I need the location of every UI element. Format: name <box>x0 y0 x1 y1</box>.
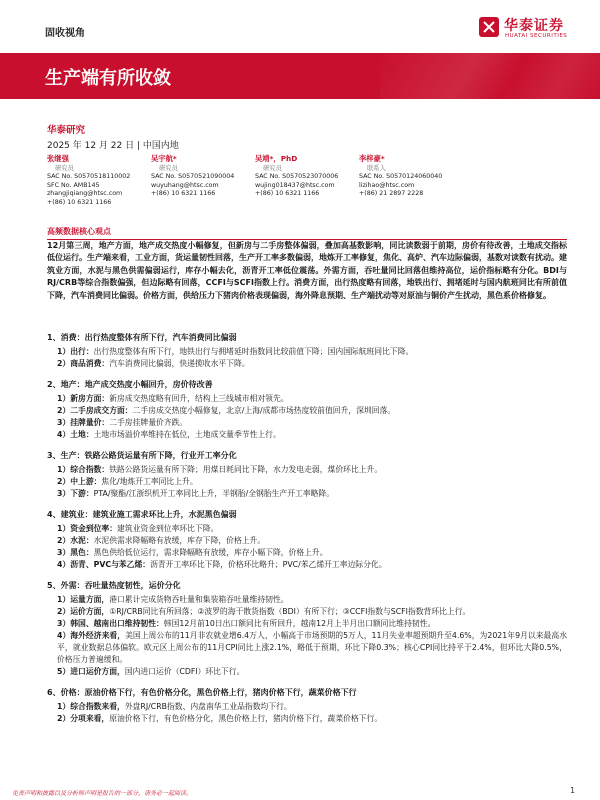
item-text: 焦化/地炼开工率同比上升。 <box>101 477 198 486</box>
list-item <box>47 429 567 441</box>
author-detail: SAC No. S0570518110002 <box>47 173 131 181</box>
item-text: ①RJ/CRB同比有所回落；②波罗的海干散货指数（BDI）有所下行；③CCFI指数与SCFI指数背环比上行。 <box>109 607 471 616</box>
author-detail: SFC No. AMB145 <box>47 181 100 189</box>
author-list <box>47 155 567 235</box>
author-card <box>255 155 338 199</box>
huatai-logo-icon <box>478 16 500 38</box>
item-label: 2）商品消费： <box>57 359 110 368</box>
item-label: 3）挂牌量价： <box>57 418 110 427</box>
item-text: 沥青开工率环比下降，价格环比略升；PVC/苯乙烯开工率边际分化。 <box>150 560 387 569</box>
list-item <box>47 476 567 488</box>
dateline-separator: | <box>137 141 143 151</box>
list-item <box>47 666 567 678</box>
report-body <box>47 332 567 734</box>
list-item <box>47 523 567 535</box>
list-item <box>47 464 567 476</box>
author-email[interactable]: wujing018437@htsc.com <box>255 181 335 189</box>
author-name: 吴靖*，PhD <box>255 154 298 163</box>
report-section <box>47 379 567 441</box>
author-detail: SAC No. S0570124060040 <box>359 173 443 181</box>
item-text: 国内进口运价（CDFI）环比下行。 <box>124 667 245 676</box>
author-card <box>359 155 442 199</box>
item-text: 土地市场溢价率维持在低位，土地成交量季节性上行。 <box>93 430 281 439</box>
report-dateline <box>47 138 179 151</box>
item-label: 1）资金到位率： <box>57 524 118 533</box>
item-label: 2）分项来看， <box>57 714 110 723</box>
author-phone: +(86) 21 2897 2228 <box>359 190 424 198</box>
logo-subtitle: HUATAI SECURITIES <box>505 33 568 39</box>
author-email[interactable]: zhangjiqiang@htsc.com <box>47 190 123 198</box>
list-item <box>47 701 567 713</box>
author-email[interactable]: lizihao@htsc.com <box>359 181 415 189</box>
item-label: 2）运价方面， <box>57 607 110 616</box>
author-role: 研究员 <box>159 164 178 172</box>
item-label: 2）水泥： <box>57 536 94 545</box>
author-role: 研究员 <box>55 164 74 172</box>
author-card <box>47 155 130 208</box>
item-label: 1）新房方面： <box>57 394 110 403</box>
author-name: 张继强 <box>47 154 69 163</box>
report-section <box>47 509 567 571</box>
list-item <box>47 346 567 358</box>
research-org: 华泰研究 <box>47 125 86 136</box>
item-text: 汽车消费同比偏弱，快递揽收水平下降。 <box>109 359 250 368</box>
list-item <box>47 488 567 500</box>
item-label: 3）黑色： <box>57 548 94 557</box>
item-text: 建筑业资金到位率环比下降。 <box>117 524 219 533</box>
author-detail: SAC No. S0570521090004 <box>151 173 235 181</box>
item-label: 3）下游： <box>57 489 94 498</box>
section-title: 3、生产：铁路公路货运量有所下降，行业开工率分化 <box>47 451 237 460</box>
disclaimer-note: 免责声明和披露以及分析师声明是报告的一部分，请务必一起阅读。 <box>12 790 193 797</box>
core-view-heading: 高频数据核心观点 <box>47 226 567 240</box>
item-text: 出行热度整体有所下行，地铁出行与拥堵延时指数同比较前值下降；国内国际航班同比下降。 <box>93 347 414 356</box>
author-detail: SAC No. S0570523070006 <box>255 173 339 181</box>
author-name: 李梓豪* <box>359 154 385 163</box>
author-phone: +(86) 10 6321 1166 <box>151 190 216 198</box>
item-text: 水泥供需求降幅略有放缓，库存下降，价格上升。 <box>93 536 266 545</box>
item-label: 4）沥青、PVC与苯乙烯： <box>57 560 151 569</box>
list-item <box>47 559 567 571</box>
author-role: 研究员 <box>263 164 282 172</box>
item-text: 外盘RJ/CRB指数、内盘南华工业品指数均下行。 <box>124 702 292 711</box>
report-category-label: 固收视角 <box>45 28 85 39</box>
item-text: 铁路公路货运量有所下降；用煤日耗同比下降，水力发电走弱，煤价环比上升。 <box>109 465 383 474</box>
item-text: 二手房挂牌量价齐跌。 <box>109 418 188 427</box>
author-email[interactable]: wuyuhang@htsc.com <box>151 181 219 189</box>
report-date: 2025 年 12 月 22 日 <box>47 141 135 151</box>
item-text: PTA/聚酯/江浙织机开工率同比上升，半钢胎/全钢胎生产开工率略降。 <box>93 489 335 498</box>
list-item <box>47 618 567 630</box>
report-section <box>47 332 567 370</box>
section-title: 5、外需：吞吐量热度韧性，运价分化 <box>47 581 181 590</box>
list-item <box>47 358 567 370</box>
item-label: 1）出行： <box>57 347 94 356</box>
report-section <box>47 687 567 725</box>
item-label: 1）运量方面， <box>57 595 110 604</box>
author-phone: +(86) 10 6321 1166 <box>255 190 320 198</box>
author-name: 吴宇航* <box>151 154 177 163</box>
logo-name: 华泰证券 <box>504 18 564 34</box>
item-label: 4）土地： <box>57 430 94 439</box>
section-title: 4、建筑业：建筑业施工需求环比上升，水泥黑色偏弱 <box>47 510 237 519</box>
page-number: 1 <box>570 786 576 795</box>
list-item <box>47 405 567 417</box>
list-item <box>47 417 567 429</box>
item-label: 2）中上游： <box>57 477 102 486</box>
section-title: 6、价格：原油价格下行，有色价格分化，黑色价格上行，猪肉价格下行，蔬菜价格下行 <box>47 688 357 697</box>
author-phone: +(86) 10 6321 1166 <box>47 198 112 206</box>
item-label: 1）综合指数： <box>57 465 110 474</box>
item-text: 二手房成交热度小幅修复，北京/上海/成都市场热度较前值回升，深圳回落。 <box>132 406 396 415</box>
item-label: 2）二手房成交方面： <box>57 406 133 415</box>
item-label: 4）海外经济来看， <box>57 631 126 640</box>
author-role: 联系人 <box>367 164 386 172</box>
list-item <box>47 594 567 606</box>
item-text: 韩国12月前10日出口额同比有所回升，越南12月上半月出口额同比维持韧性。 <box>163 619 436 628</box>
list-item <box>47 713 567 725</box>
page-title: 生产端有所收敛 <box>45 68 171 89</box>
item-text: 美国上周公布的11月非农就业增6.4万人，小幅高于市场预期的5万人，11月失业率超预期升至4.6%，为2021年9月以来最高水平，就业数据总体偏软。欧元区上周公布的11月CPI同比上涨2.1%，略低于预期，环比下降0.3%；核心CPI同比持平于2.4%，但环比大降0.5%，价格压力普遍缓和。 <box>57 631 567 664</box>
item-text: 原油价格下行，有色价格分化，黑色价格上行，猪肉价格下行，蔬菜价格下行。 <box>109 714 383 723</box>
report-region: 中国内地 <box>142 141 179 151</box>
author-card <box>151 155 234 199</box>
item-text: 港口累计完成货物吞吐量和集装箱吞吐量维持韧性。 <box>109 595 289 604</box>
title-banner <box>0 53 600 99</box>
item-text: 黑色供给低位运行，需求降幅略有放缓，库存小幅下降，价格上升。 <box>93 548 328 557</box>
report-section <box>47 450 567 500</box>
section-title: 1、消费：出行热度整体有所下行，汽车消费同比偏弱 <box>47 333 237 342</box>
core-view-text: 12月第三周，地产方面，地产成交热度小幅修复，但新房与二手房整体偏弱，叠加高基数影响，同比读数弱于前期，房价有待改善，土地成交指标低位运行。生产端来看，工业方面，货运量韧性回落，生产开工率多数偏弱，地炼开工率修复，焦化、高炉、汽车边际偏弱，基数对读数有扰动。建筑业方面，水泥与黑色供需偏弱运行，库存小幅去化，沥青开工率低位震荡。外需方面，吞吐量同比回落但维持高位，运价指标略有分化。BDI与RJ/CRB等综合指数偏强，但边际略有回落，CCFI与SCFI指数上行。消费方面，出行热度略有回落，地铁出行、拥堵延时与国内航班同比有所前值下降，汽车消费同比偏弱。价格方面，供给压力下猪肉价格表现偏弱，海外降息预期、生产端扰动等对原油与铜价产生扰动，黑色系价格修复。 <box>47 241 567 300</box>
section-title: 2、地产：地产成交热度小幅回升，房价待改善 <box>47 380 213 389</box>
list-item <box>47 606 567 618</box>
list-item <box>47 393 567 405</box>
list-item <box>47 630 567 666</box>
item-label: 5）进口运价方面， <box>57 667 125 676</box>
banner-decoration <box>380 53 600 99</box>
list-item <box>47 547 567 559</box>
company-logo <box>478 14 588 44</box>
list-item <box>47 535 567 547</box>
item-label: 3）韩国、越南出口维持韧性： <box>57 619 164 628</box>
item-label: 1）综合指数来看， <box>57 702 125 711</box>
report-section <box>47 580 567 678</box>
item-text: 新房成交热度略有回升，结构上三线城市相对领先。 <box>109 394 289 403</box>
